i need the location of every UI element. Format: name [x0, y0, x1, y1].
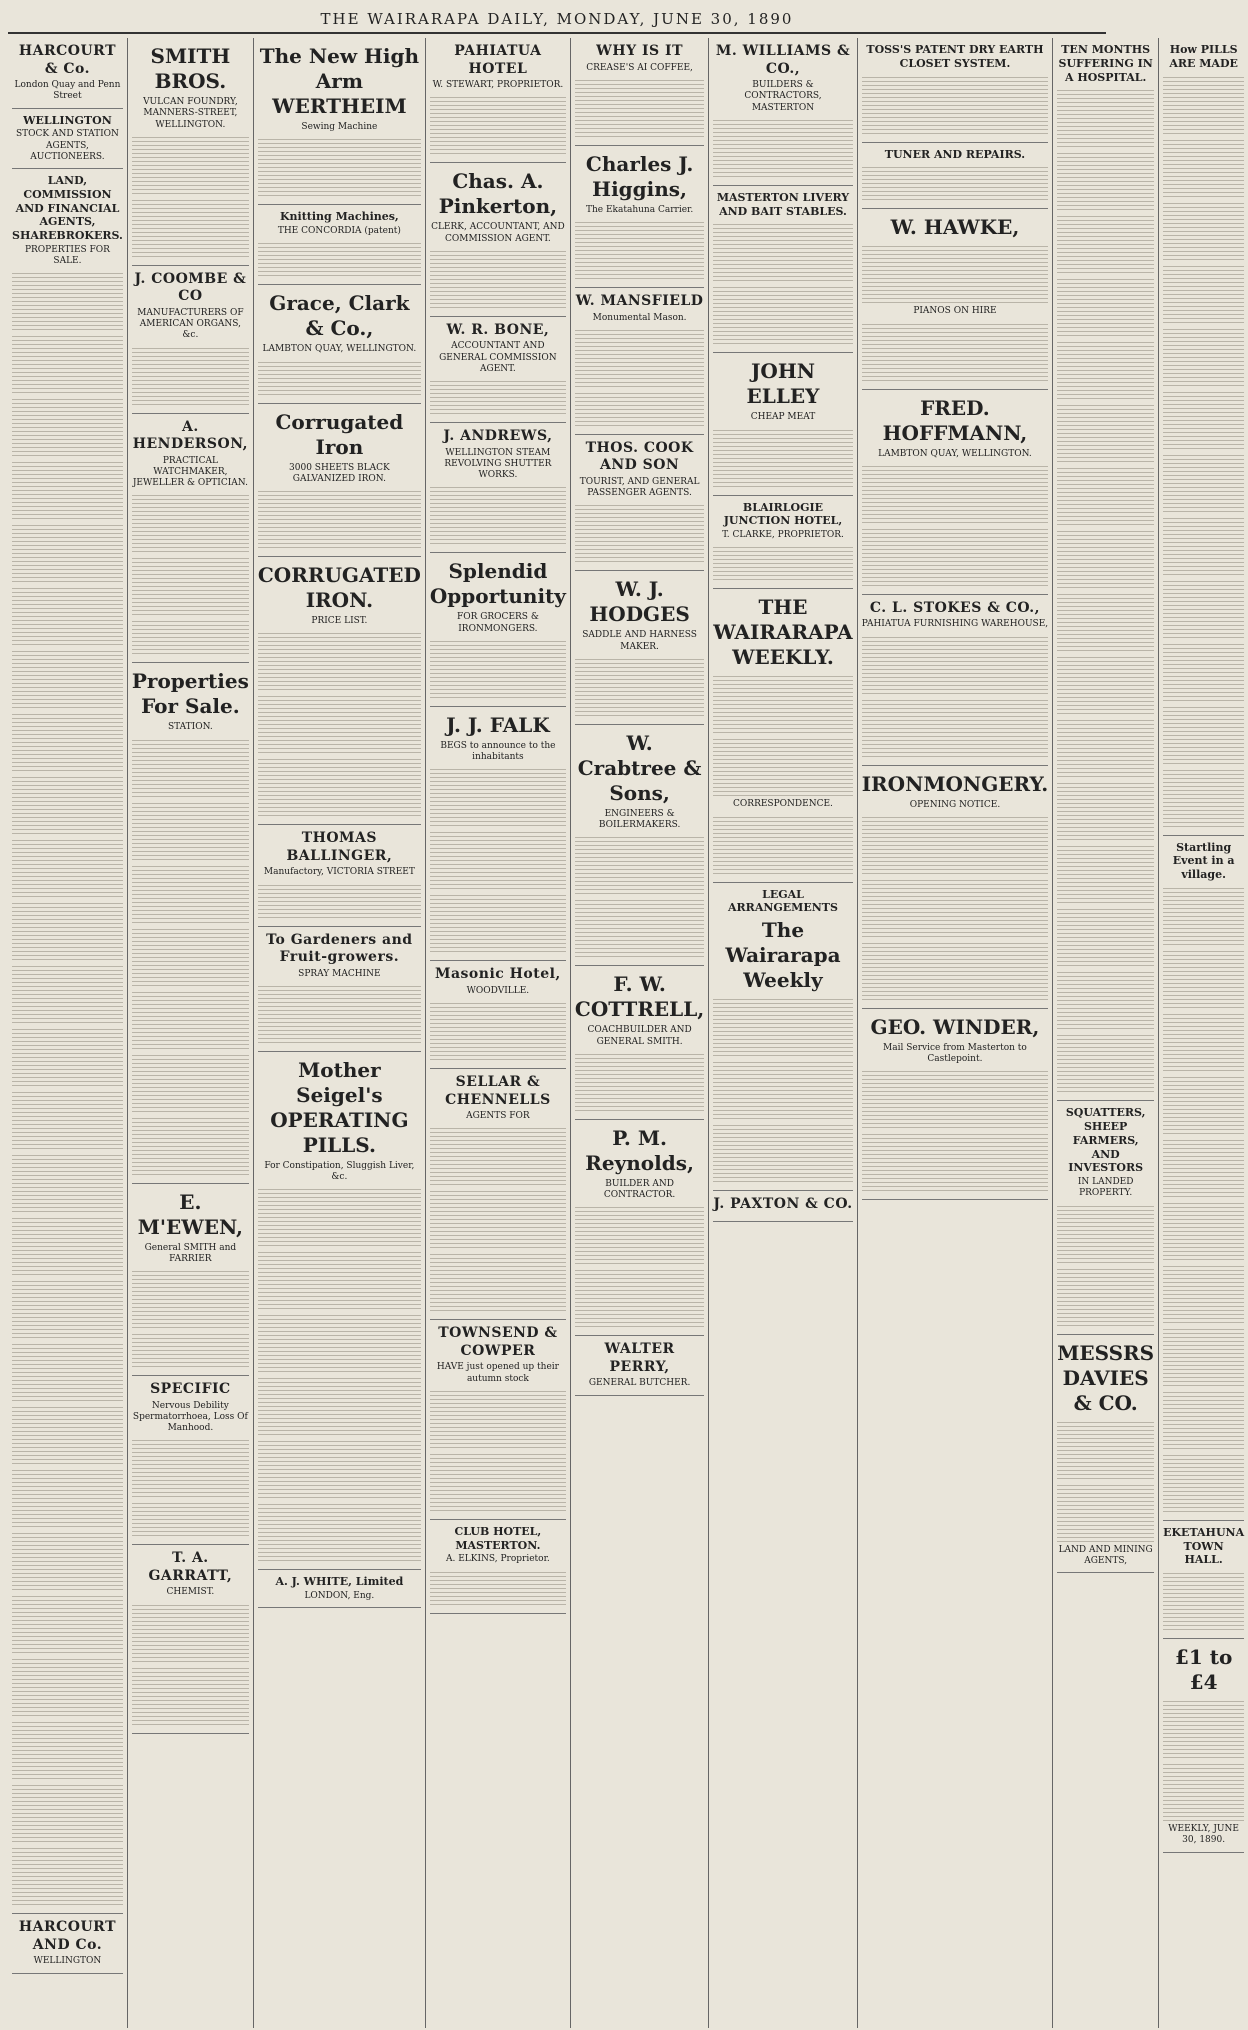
ad-heading: SMITH BROS.	[150, 44, 231, 93]
masthead: THE WAIRARAPA DAILY, MONDAY, JUNE 30, 1890	[8, 6, 1106, 34]
ad-heading: TEN MONTHS SUFFERING IN A HOSPITAL.	[1058, 43, 1153, 84]
ad-heading: THOMAS BALLINGER,	[286, 830, 393, 864]
ad-text: Nervous Debility Spermatorrhoea, Loss Of Manhood.	[132, 1400, 248, 1433]
ad-text: CLERK, ACCOUNTANT, AND COMMISSION AGENT.	[431, 222, 565, 244]
column-7	[858, 38, 1054, 2028]
ad-heading: SPECIFIC	[150, 1381, 231, 1397]
ad-heading: Masonic Hotel,	[434, 966, 561, 983]
ad-text: London Quay and Penn Street	[14, 80, 121, 102]
ad-heading: P. M. Reynolds,	[585, 1125, 694, 1175]
ad-text: SADDLE AND HARNESS MAKER.	[582, 630, 697, 652]
ad-text: 3000 SHEETS BLACK GALVANIZED IRON.	[289, 462, 390, 484]
column-6	[709, 38, 857, 2028]
ad-heading: TOSS'S PATENT DRY EARTH CLOSET SYSTEM.	[866, 43, 1044, 70]
ad-heading: HARCOURT AND Co.	[18, 1919, 116, 1953]
ad-text: BUILDERS & CONTRACTORS, MASTERTON	[744, 80, 822, 113]
ad-heading: SQUATTERS, SHEEP FARMERS, AND INVESTORS	[1065, 1106, 1146, 1175]
ad-text: A. ELKINS, Proprietor.	[446, 1554, 550, 1565]
ad-heading: W. R. BONE,	[446, 321, 550, 338]
ad-text: ENGINEERS & BOILERMAKERS.	[598, 808, 681, 830]
column-3	[254, 38, 426, 2028]
ad-text: The Wairarapa Weekly	[725, 918, 841, 992]
column-4	[426, 38, 571, 2028]
ad-heading: Charles J. Higgins,	[585, 151, 694, 201]
ad-heading: Grace, Clark & Co.,	[269, 291, 410, 341]
ad-heading: HARCOURT & Co.	[18, 43, 116, 77]
ad-text: WELLINGTON	[33, 1956, 102, 1967]
ad-text: General SMITH and FARRIER	[144, 1242, 237, 1264]
ad-heading: J. ANDREWS,	[443, 428, 553, 444]
column-2	[128, 38, 254, 2028]
ad-heading: W. Crabtree & Sons,	[577, 730, 702, 805]
columns	[8, 38, 1245, 2028]
ad-text: VULCAN FOUNDRY, MANNERS-STREET, WELLINGTON.	[143, 97, 238, 130]
ad-heading: CLUB HOTEL, MASTERTON.	[454, 1524, 542, 1552]
ad-heading: A. HENDERSON,	[132, 418, 248, 452]
ad-heading: WALTER PERRY,	[604, 1341, 675, 1375]
ad-heading: WELLINGTON	[23, 113, 112, 127]
ad-heading: W. MANSFIELD	[575, 293, 704, 309]
ad-heading: A. J. WHITE, Limited	[275, 1575, 404, 1589]
ad-heading: W. HAWKE,	[890, 215, 1020, 240]
ad-heading: J. J. FALK	[446, 712, 550, 737]
ad-heading: WHY IS IT	[596, 43, 683, 59]
ad-text: PAHIATUA FURNISHING WAREHOUSE,	[861, 619, 1049, 630]
ad-text: LAMBTON QUAY, WELLINGTON.	[878, 448, 1032, 459]
ad-text: ACCOUNTANT AND GENERAL COMMISSION AGENT.	[439, 341, 557, 374]
ad-heading: EKETAHUNA TOWN HALL.	[1163, 1525, 1245, 1567]
ad-heading: Mother Seigel's OPERATING PILLS.	[270, 1057, 409, 1157]
ad-heading: JOHN ELLEY	[746, 359, 820, 409]
ad-text: THE CONCORDIA (patent)	[277, 226, 401, 236]
ad-text: OPENING NOTICE.	[909, 799, 1001, 810]
column-1	[8, 38, 128, 2028]
ad-heading: THE WAIRARAPA WEEKLY.	[713, 595, 853, 670]
ad-text: LONDON, Eng.	[304, 1591, 375, 1601]
ad-heading: TUNER AND REPAIRS.	[884, 147, 1026, 161]
column-5	[571, 38, 709, 2028]
ad-heading: CORRUGATED IRON.	[257, 563, 421, 612]
ad-text: PROPERTIES FOR SALE.	[24, 244, 110, 266]
ad-heading: Properties For Sale.	[131, 669, 249, 719]
ad-heading: Startling Event in a village.	[1172, 840, 1235, 881]
ad-heading: TOWNSEND & COWPER	[438, 1325, 558, 1359]
ad-heading: W. J. HODGES	[589, 577, 690, 627]
ad-text: BEGS to announce to the inhabitants	[440, 740, 556, 762]
column-8	[1053, 38, 1159, 2028]
ad-text: LAND AND MINING AGENTS,	[1058, 1544, 1153, 1566]
ad-text: WEEKLY, JUNE 30, 1890.	[1168, 1824, 1239, 1846]
ad-heading: IRONMONGERY.	[861, 771, 1049, 796]
ad-heading: J. COOMBE & CO	[134, 270, 247, 305]
ad-heading: LEGAL ARRANGEMENTS	[728, 887, 838, 915]
ad-heading: THOS. COOK AND SON	[585, 439, 694, 474]
ad-heading: The New High Arm WERTHEIM	[259, 44, 420, 118]
ad-text: CREASE'S AI COFFEE,	[586, 62, 693, 73]
ad-heading: GEO. WINDER,	[870, 1014, 1040, 1039]
ad-text: PIANOS ON HIRE	[913, 306, 997, 317]
ad-heading: Splendid Opportunity	[429, 559, 566, 609]
ad-heading: £1 to £4	[1174, 1645, 1233, 1694]
column-9	[1159, 38, 1248, 2028]
ad-text: SPRAY MACHINE	[298, 968, 381, 979]
ad-text: WELLINGTON STEAM REVOLVING SHUTTER WORKS.	[444, 447, 552, 480]
ad-heading: Corrugated Iron	[275, 409, 404, 459]
ad-heading: E. M'EWEN,	[137, 1189, 243, 1239]
ad-heading: How PILLS ARE MADE	[1169, 43, 1238, 70]
ad-heading: FRED. HOFFMANN,	[882, 395, 1028, 445]
ad-heading: Chas. A. Pinkerton,	[438, 169, 558, 219]
ad-text: T. CLARKE, PROPRIETOR.	[722, 530, 844, 540]
ad-heading: MASTERTON LIVERY AND BAIT STABLES.	[716, 190, 850, 218]
ad-text: CHEAP MEAT	[750, 412, 816, 423]
ad-text: LAMBTON QUAY, WELLINGTON.	[262, 344, 417, 355]
ad-heading: J. PAXTON & CO.	[713, 1196, 853, 1212]
ad-text: PRACTICAL WATCHMAKER, JEWELLER & OPTICIAN.	[132, 455, 248, 488]
ad-text: Sewing Machine	[301, 122, 378, 132]
ad-text: MANUFACTURERS OF AMERICAN ORGANS, &c.	[137, 307, 244, 341]
ad-heading: BLAIRLOGIE JUNCTION HOTEL,	[723, 500, 843, 528]
ad-heading: F. W. COTTRELL,	[574, 972, 705, 1022]
ad-text: STATION.	[167, 722, 213, 733]
ad-text: TOURIST, AND GENERAL PASSENGER AGENTS.	[579, 476, 700, 498]
ad-text: CORRESPONDENCE.	[733, 799, 833, 810]
ad-heading: PAHIATUA HOTEL	[454, 43, 542, 77]
ad-text: FOR GROCERS & IRONMONGERS.	[456, 612, 539, 634]
ad-text: CHEMIST.	[166, 1587, 215, 1598]
ad-heading: To Gardeners and Fruit-growers.	[266, 931, 413, 965]
ad-text: Mail Service from Masterton to Castlepoint.	[883, 1042, 1027, 1064]
ad-heading: SELLAR & CHENNELLS	[445, 1074, 551, 1108]
ad-text: HAVE just opened up their autumn stock	[436, 1362, 559, 1384]
ad-text: WOODVILLE.	[466, 985, 530, 996]
ad-text: BUILDER AND CONTRACTOR.	[603, 1178, 676, 1200]
ad-heading: C. L. STOKES & CO.,	[869, 599, 1040, 616]
ad-text: For Constipation, Sluggish Liver, &c.	[264, 1160, 415, 1182]
ad-text: Monumental Mason.	[592, 312, 687, 323]
ad-text: The Ekatahuna Carrier.	[585, 204, 694, 215]
ad-heading: MESSRS DAVIES & CO.	[1057, 1340, 1155, 1415]
ad-text: COACHBUILDER AND GENERAL SMITH.	[587, 1025, 692, 1047]
ad-text: Manufactory, VICTORIA STREET	[263, 867, 415, 878]
ad-heading: LAND, COMMISSION AND FINANCIAL AGENTS, SHAREBROKERS.	[12, 174, 123, 242]
ad-text: W. STEWART, PROPRIETOR.	[432, 80, 564, 90]
ad-heading: T. A. GARRATT,	[148, 1550, 233, 1584]
ad-text: STOCK AND STATION AGENTS, AUCTIONEERS.	[15, 129, 119, 162]
ad-heading: Knitting Machines,	[279, 210, 399, 224]
ad-text: IN LANDED PROPERTY.	[1077, 1177, 1134, 1199]
ad-text: PRICE LIST.	[311, 616, 368, 626]
ad-heading: M. WILLIAMS & CO.,	[715, 43, 851, 77]
ad-text: AGENTS FOR	[466, 1111, 530, 1121]
ad-text: GENERAL BUTCHER.	[588, 1378, 691, 1389]
